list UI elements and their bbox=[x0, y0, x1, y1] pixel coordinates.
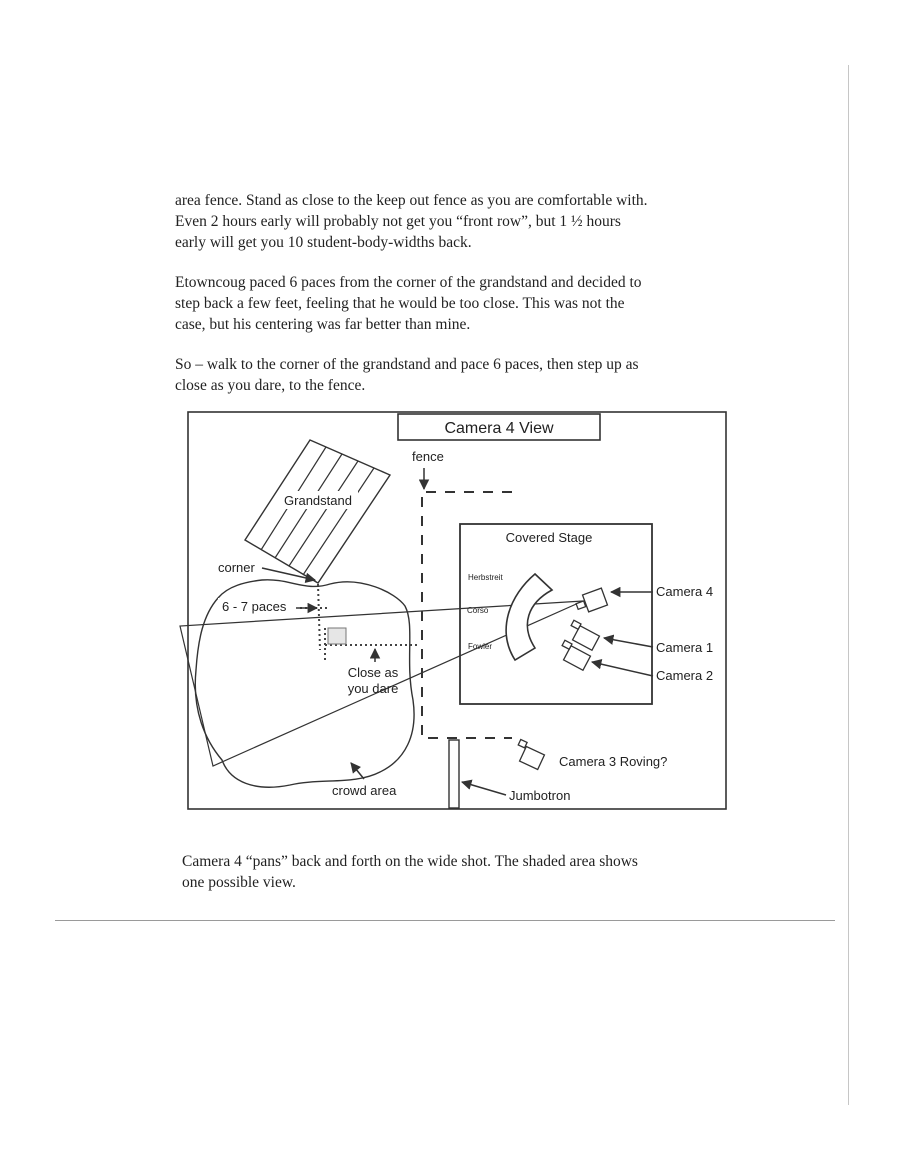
paragraph-walk-instructions: So – walk to the corner of the grandstand and pace 6 paces, then step up as close as you dare, to the fence. bbox=[175, 356, 639, 394]
shaded-spot bbox=[328, 628, 346, 644]
you-dare-label: you dare bbox=[347, 681, 399, 696]
grandstand-shape bbox=[245, 440, 390, 583]
fence-line bbox=[422, 492, 512, 738]
fowler-label: Fowler bbox=[468, 642, 493, 651]
camera-2-label: Camera 2 bbox=[656, 668, 714, 683]
jumbotron-label: Jumbotron bbox=[509, 788, 571, 803]
herbstreit-label: Herbstreit bbox=[468, 573, 503, 582]
camera-1-icon bbox=[571, 620, 599, 650]
grandstand-label: Grandstand bbox=[284, 493, 352, 508]
camera-1-arrow bbox=[604, 638, 653, 647]
covered-stage bbox=[460, 524, 652, 704]
paragraph-etowncoug-pacing: Etowncoug paced 6 paces from the corner of the grandstand and decided to step back a few feet, feeling that he would be too close. This was not the case, but his centering was far better than mine. bbox=[175, 274, 642, 333]
covered-stage-label: Covered Stage bbox=[505, 530, 593, 545]
camera-4-label: Camera 4 bbox=[656, 584, 714, 599]
diagram-title: Camera 4 View bbox=[444, 420, 554, 437]
camera-3-icon bbox=[518, 740, 544, 770]
camera-1-label: Camera 1 bbox=[656, 640, 714, 655]
jumbotron-arrow bbox=[462, 782, 506, 795]
corner-label: corner bbox=[218, 560, 255, 575]
paces-label: 6 - 7 paces bbox=[222, 599, 287, 614]
page-right-edge bbox=[848, 65, 849, 1105]
corso-label: Corso bbox=[467, 606, 489, 615]
close-as-label: Close as bbox=[347, 665, 399, 680]
jumbotron-shape bbox=[449, 740, 459, 808]
crowd-area-label: crowd area bbox=[332, 783, 397, 798]
diagram-caption: Camera 4 “pans” back and forth on the wide shot. The shaded area shows one possible view. bbox=[182, 853, 638, 891]
camera-2-arrow bbox=[592, 662, 653, 676]
anchor-desk bbox=[506, 574, 552, 660]
page-bottom-rule bbox=[55, 920, 835, 921]
camera-3-label: Camera 3 Roving? bbox=[559, 754, 668, 769]
fence-label: fence bbox=[412, 449, 444, 464]
camera-4-icon bbox=[576, 588, 607, 612]
paragraph-fence-advice: area fence. Stand as close to the keep out fence as you are comfortable with. Even 2 hours early will probably not get you “front row”, but 1 ½ hours early will get you 10 student-body-widths back. bbox=[175, 192, 648, 251]
